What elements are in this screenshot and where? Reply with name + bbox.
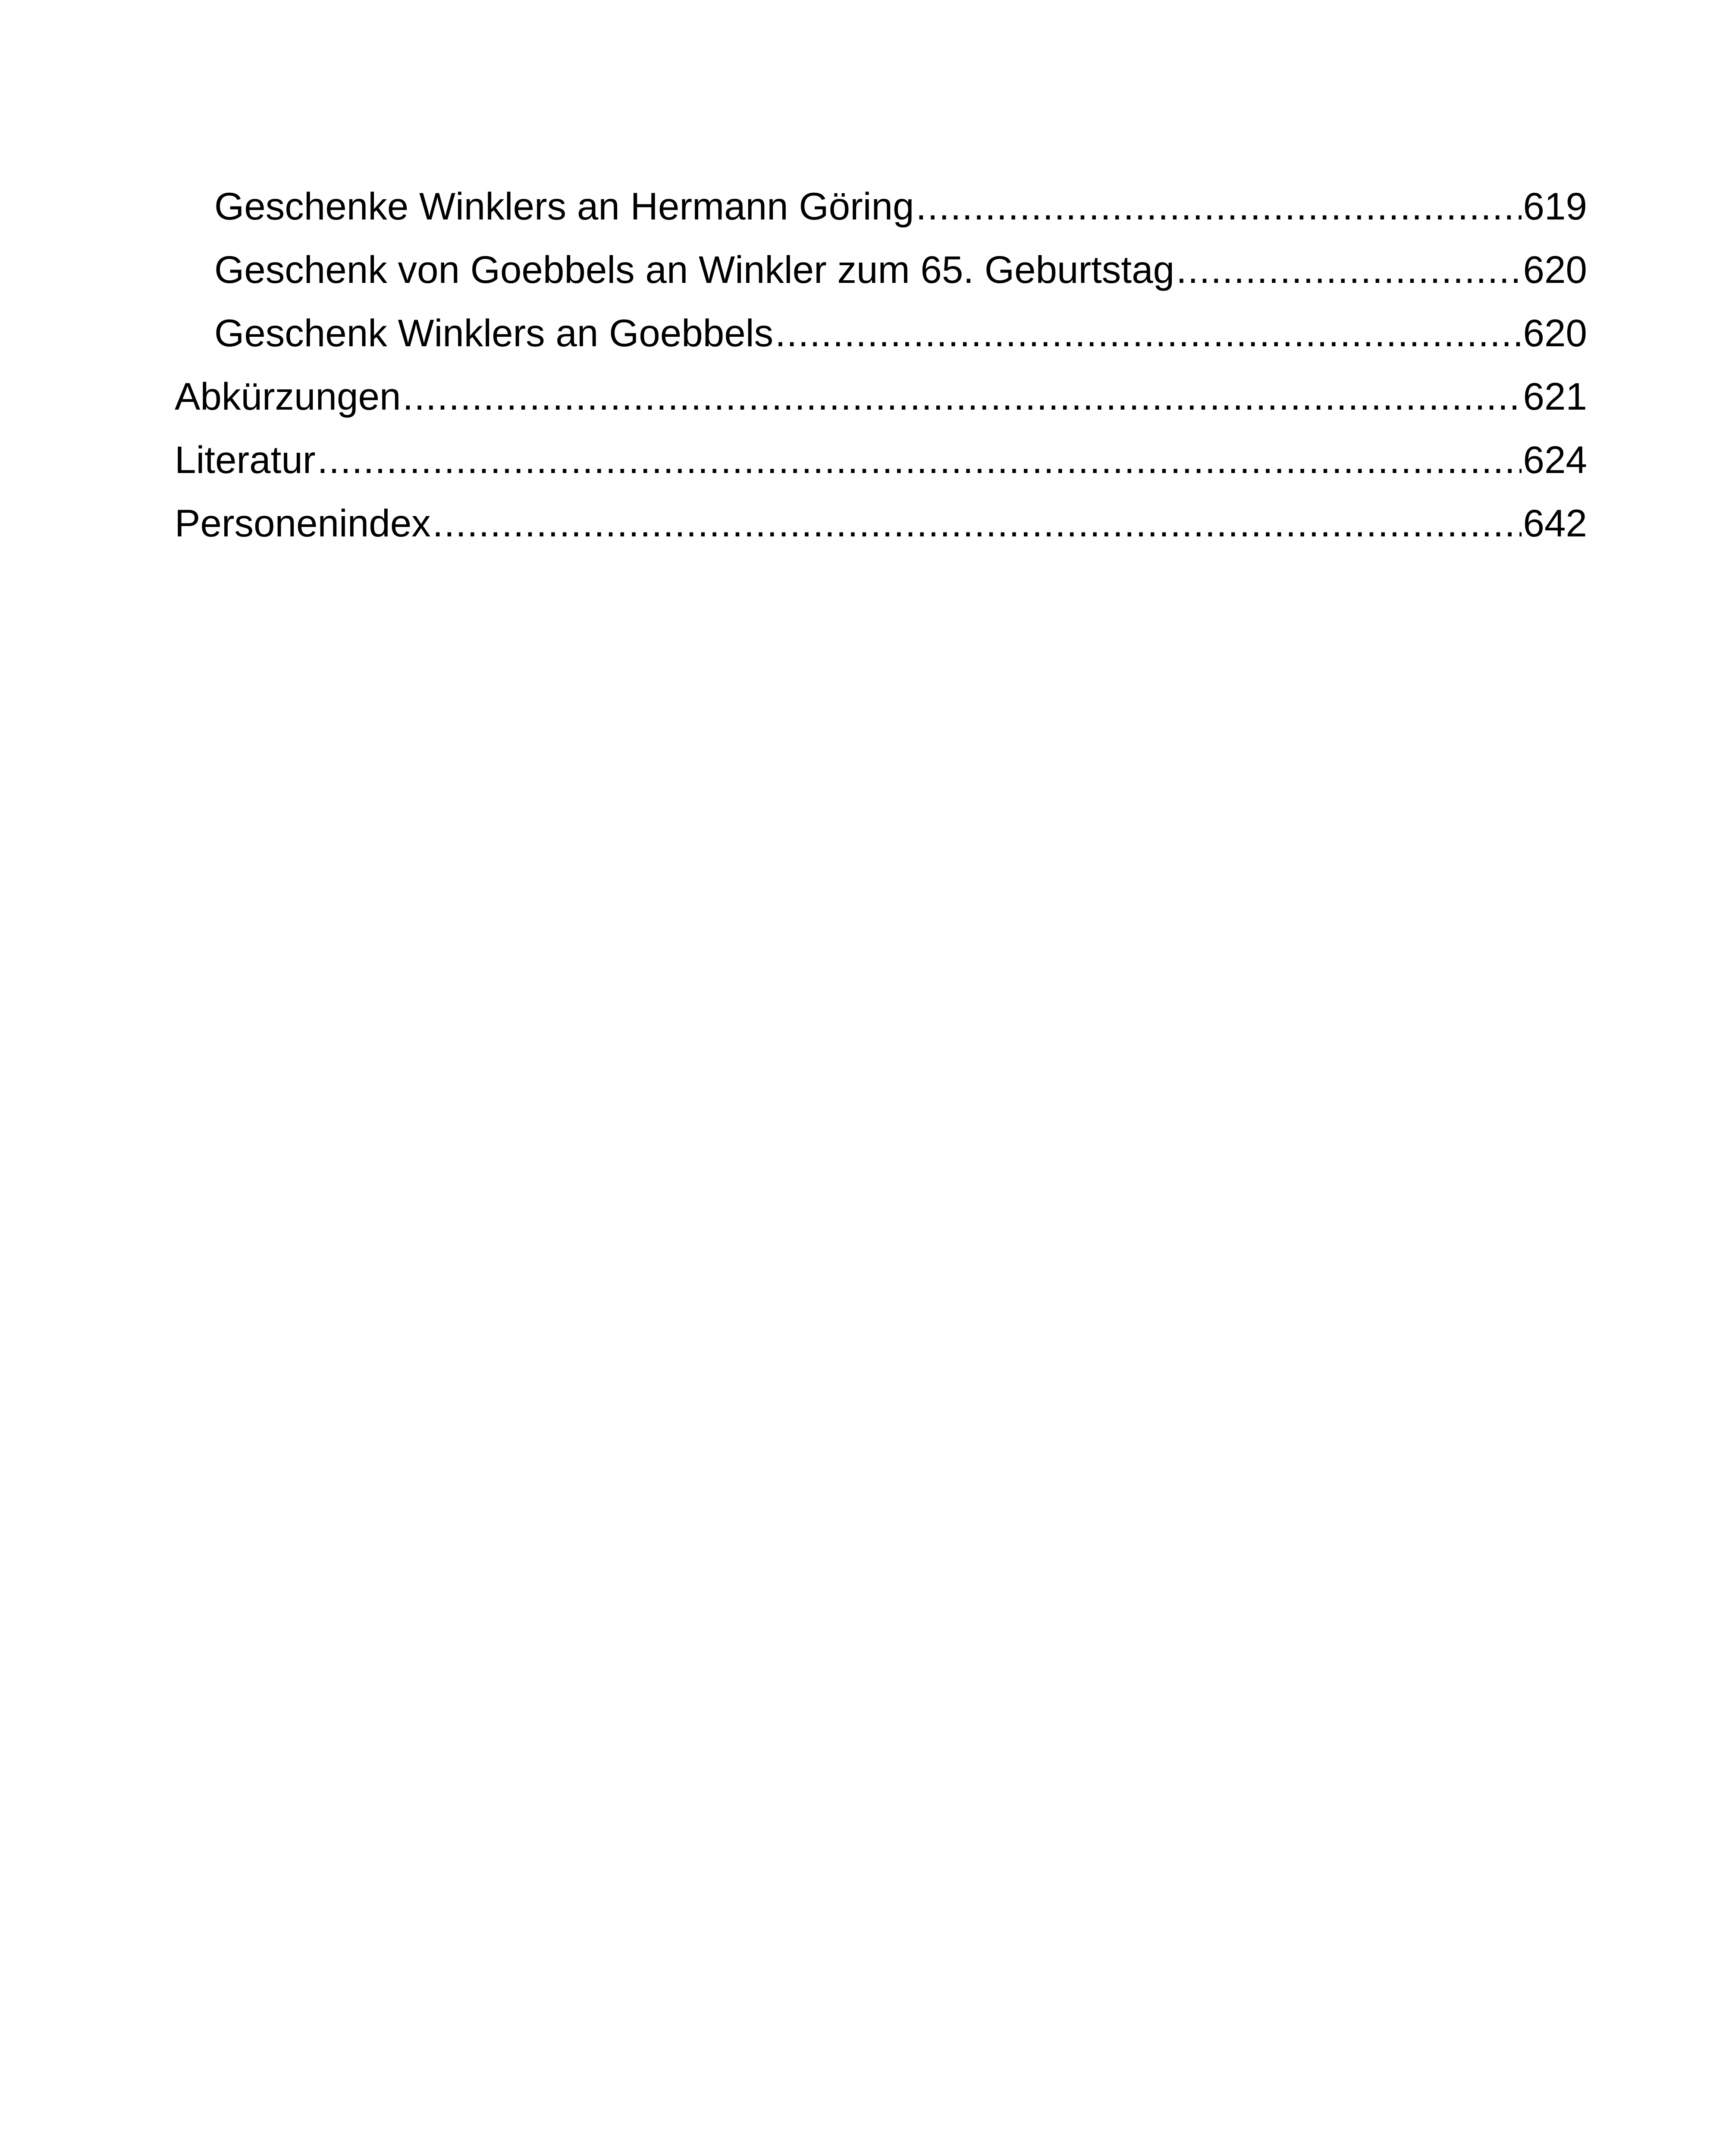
toc-dot-leader (916, 175, 1521, 238)
toc-entry[interactable] (175, 428, 1587, 492)
toc-entry-title: Abkürzungen (175, 375, 401, 418)
toc-entry-title: Geschenk Winklers an Goebbels (214, 311, 774, 354)
toc-entry-page-number: 619 (1523, 185, 1587, 228)
toc-dot-leader (402, 365, 1521, 428)
toc-entry-page-number: 642 (1523, 501, 1587, 545)
toc-entry-page-number: 620 (1523, 248, 1587, 291)
toc-dot-leader (317, 428, 1522, 492)
table-of-contents (175, 175, 1587, 555)
toc-dot-leader (775, 301, 1521, 365)
toc-entry-page-number: 624 (1523, 438, 1587, 481)
toc-entry[interactable] (175, 301, 1587, 365)
toc-entry-page-number: 620 (1523, 311, 1587, 354)
toc-entry-title: Geschenke Winklers an Hermann Göring (214, 185, 914, 228)
toc-dot-leader (1176, 238, 1521, 301)
toc-entry[interactable] (175, 365, 1587, 428)
toc-dot-leader (433, 492, 1522, 555)
toc-entry-title: Geschenk von Goebbels an Winkler zum 65. Geburtstag (214, 248, 1175, 291)
toc-entry[interactable] (175, 238, 1587, 301)
toc-entry[interactable] (175, 175, 1587, 238)
toc-entry-title: Personenindex (175, 501, 431, 545)
toc-entry[interactable] (175, 492, 1587, 555)
toc-entry-page-number: 621 (1523, 375, 1587, 418)
toc-entry-title: Literatur (175, 438, 316, 481)
